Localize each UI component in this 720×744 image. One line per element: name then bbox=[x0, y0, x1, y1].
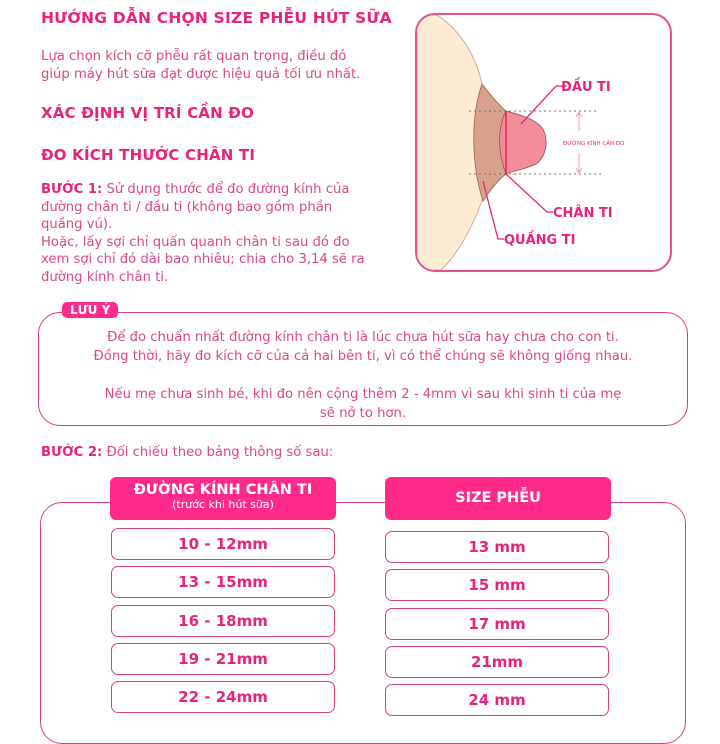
note-line: Để đo chuẩn nhất đường kính chân ti là lúc chưa hút sữa hay chưa cho con ti. bbox=[107, 330, 619, 345]
step1-line: xem sợi chỉ đó dài bao nhiêu; chia cho 3,14 sẽ ra bbox=[41, 252, 365, 267]
nipple-illustration bbox=[417, 15, 670, 270]
step1-label: BƯỚC 1: bbox=[41, 182, 103, 197]
section-heading-position: XÁC ĐỊNH VỊ TRÍ CẦN ĐO bbox=[41, 104, 254, 122]
page-title: HƯỚNG DẪN CHỌN SIZE PHỄU HÚT SỮA bbox=[41, 9, 392, 27]
measure-label: ĐƯỜNG KÍNH CẦN ĐO bbox=[563, 141, 625, 147]
step1-line: đường chân ti / đầu ti (không bao gồm phần bbox=[41, 199, 333, 215]
note-line: Nếu mẹ chưa sinh bé, khi đo nên cộng thêm 2 - 4mm vì sau khi sinh ti của mẹ bbox=[104, 387, 622, 402]
section-heading-measure: ĐO KÍCH THƯỚC CHÂN TI bbox=[41, 146, 256, 164]
step2-text bbox=[41, 444, 333, 462]
table-cell-size: 13 mm bbox=[385, 531, 609, 563]
step1-line: Sử dụng thước để đo đường kính của bbox=[102, 182, 350, 197]
label-areola: QUẦNG TI bbox=[504, 233, 576, 248]
note-tag: LƯU Ý bbox=[62, 302, 118, 318]
note-spacer bbox=[40, 366, 686, 385]
step2-label: BƯỚC 2: bbox=[41, 445, 103, 460]
step2-instruction: Đối chiếu theo bảng thông số sau: bbox=[102, 445, 334, 460]
diameter-column bbox=[111, 528, 335, 713]
step1-line: Hoặc, lấy sợi chỉ quấn quanh chân ti sau đó đo bbox=[41, 234, 350, 250]
intro-line: Lựa chọn kích cỡ phễu rất quan trọng, điều đó bbox=[41, 49, 347, 64]
table-cell-size: 24 mm bbox=[385, 684, 609, 716]
table-cell-size: 17 mm bbox=[385, 608, 609, 640]
step1-line: quầng vú). bbox=[41, 217, 113, 232]
table-cell-size: 15 mm bbox=[385, 569, 609, 601]
table-cell-diameter: 22 - 24mm bbox=[111, 681, 335, 713]
breast-shape bbox=[417, 15, 482, 270]
header-subtitle: (trước khi hút sữa) bbox=[172, 498, 274, 511]
header-nipple-diameter bbox=[110, 477, 336, 520]
table-cell-diameter: 13 - 15mm bbox=[111, 566, 335, 598]
step1-text bbox=[41, 181, 421, 286]
label-nipple: ĐẦU TI bbox=[561, 80, 611, 95]
table-cell-diameter: 16 - 18mm bbox=[111, 605, 335, 637]
table-cell-size: 21mm bbox=[385, 646, 609, 678]
pointer-base bbox=[506, 174, 553, 212]
header-funnel-size: SIZE PHỄU bbox=[385, 477, 611, 520]
intro-text bbox=[41, 48, 411, 83]
header-title: ĐƯỜNG KÍNH CHÂN TI bbox=[133, 482, 313, 498]
note-line: sẽ nở to hơn. bbox=[319, 406, 407, 421]
nipple-diagram bbox=[415, 13, 672, 272]
step1-line: đường kính chân ti. bbox=[41, 269, 169, 285]
intro-line: giúp máy hút sữa đạt được hiệu quả tối ưu nhất. bbox=[41, 66, 361, 82]
pointer-nipple bbox=[521, 86, 561, 124]
label-base: CHÂN TI bbox=[553, 206, 613, 221]
note-line: Đồng thời, hãy đo kích cỡ của cả hai bên ti, vì có thể chúng sẽ không giống nhau. bbox=[93, 349, 633, 364]
table-cell-diameter: 10 - 12mm bbox=[111, 528, 335, 560]
table-cell-diameter: 19 - 21mm bbox=[111, 643, 335, 675]
note-text bbox=[40, 328, 686, 423]
size-column bbox=[385, 531, 609, 716]
